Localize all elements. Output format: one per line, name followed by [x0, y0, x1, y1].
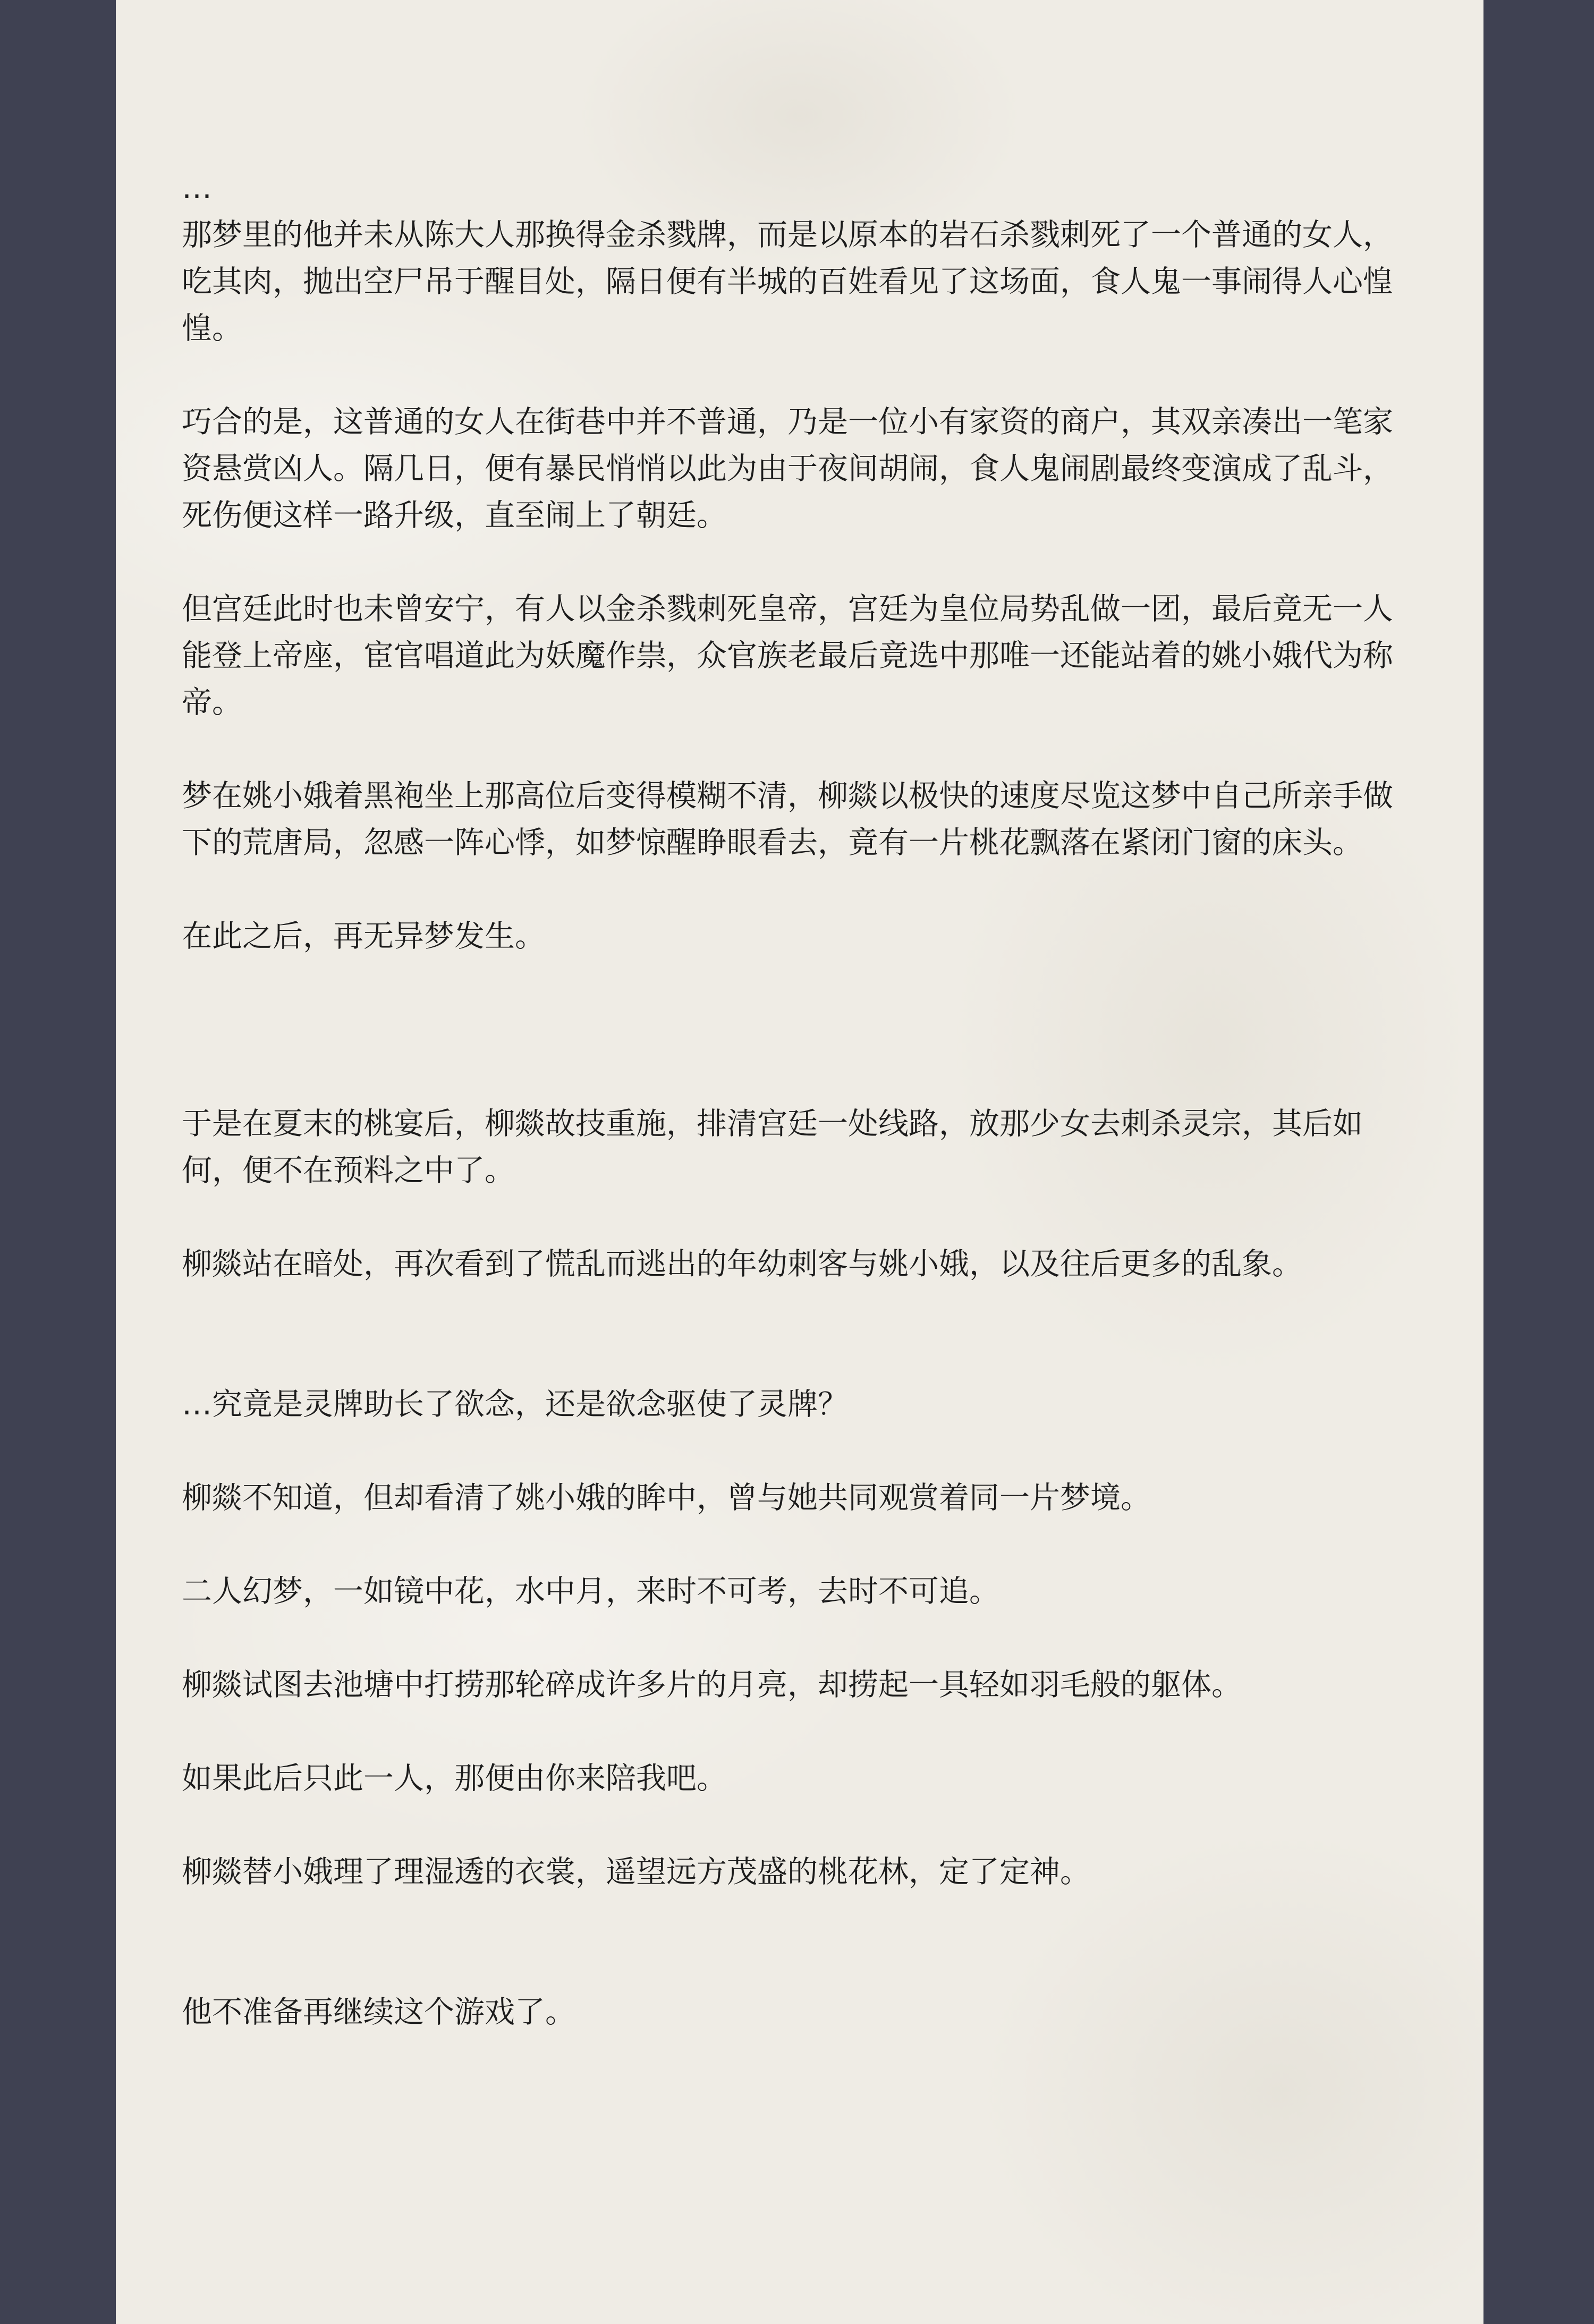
paragraph: 柳燚替小娥理了理湿透的衣裳，遥望远方茂盛的桃花林，定了定神。	[182, 1854, 1090, 1889]
story-text	[182, 165, 1414, 2035]
paragraph: 柳燚试图去池塘中打捞那轮碎成许多片的月亮，却捞起一具轻如羽毛般的躯体。	[182, 1667, 1242, 1702]
paragraph: 他不准备再继续这个游戏了。	[182, 1995, 575, 2030]
paragraph: …究竟是灵牌助长了欲念，还是欲念驱使了灵牌？	[182, 1387, 848, 1422]
paragraph: 巧合的是，这普通的女人在街巷中并不普通，乃是一位小有家资的商户，其双亲凑出一笔家资悬赏凶人。隔几日，便有暴民悄悄以此为由于夜间胡闹，食人鬼闹剧最终变演成了乱斗，死伤便这样一路升级，直至闹上了朝廷。	[182, 404, 1393, 533]
paragraph: 于是在夏末的桃宴后，柳燚故技重施，排清宫廷一处线路，放那少女去刺杀灵宗，其后如何，便不在预料之中了。	[182, 1106, 1363, 1188]
paragraph: 柳燚站在暗处，再次看到了慌乱而逃出的年幼刺客与姚小娥，以及往后更多的乱象。	[182, 1246, 1302, 1282]
paragraph: 梦在姚小娥着黑袍坐上那高位后变得模糊不清，柳燚以极快的速度尽览这梦中自己所亲手做下的荒唐局，忽感一阵心悸，如梦惊醒睁眼看去，竟有一片桃花飘落在紧闭门窗的床头。	[182, 778, 1393, 860]
document-page	[116, 0, 1483, 2324]
paragraph: 那梦里的他并未从陈大人那换得金杀戮牌，而是以原本的岩石杀戮刺死了一个普通的女人，吃其肉，抛出空尸吊于醒目处，隔日便有半城的百姓看见了这场面，食人鬼一事闹得人心惶惶。	[182, 217, 1393, 346]
paragraph: 二人幻梦，一如镜中花，水中月，来时不可考，去时不可追。	[182, 1574, 999, 1609]
paragraph: 如果此后只此一人，那便由你来陪我吧。	[182, 1761, 727, 1796]
paragraph: …	[182, 171, 212, 206]
paragraph: 柳燚不知道，但却看清了姚小娥的眸中，曾与她共同观赏着同一片梦境。	[182, 1480, 1151, 1515]
paragraph: 在此之后，再无异梦发生。	[182, 919, 545, 954]
paragraph: 但宫廷此时也未曾安宁，有人以金杀戮刺死皇帝，宫廷为皇位局势乱做一团，最后竟无一人能登上帝座，宦官唱道此为妖魔作祟，众官族老最后竟选中那唯一还能站着的姚小娥代为称帝。	[182, 591, 1393, 720]
